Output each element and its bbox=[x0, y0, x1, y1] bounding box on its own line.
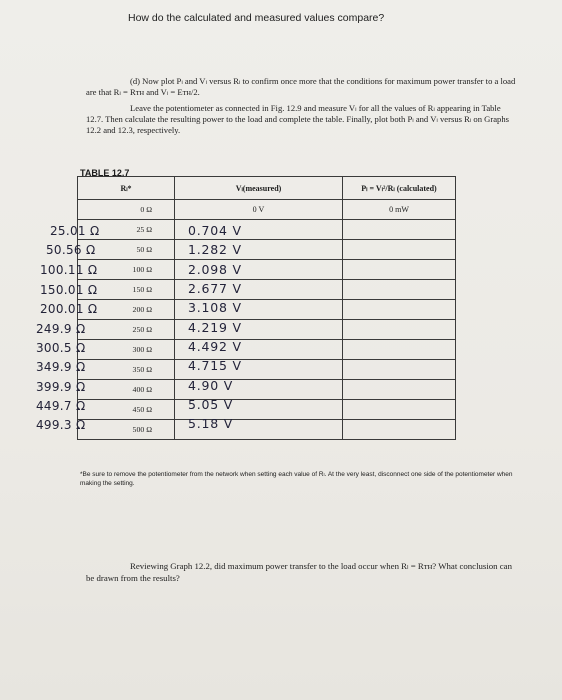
nominal-rl: 400 Ω bbox=[132, 385, 152, 394]
handwritten-resistance: 399.9 Ω bbox=[36, 380, 86, 394]
table-row bbox=[78, 260, 456, 280]
handwritten-voltage: 1.282 V bbox=[188, 242, 242, 257]
nominal-rl: 250 Ω bbox=[132, 325, 152, 334]
table-row bbox=[78, 220, 456, 240]
handwritten-voltage: 2.677 V bbox=[188, 281, 242, 296]
pl-cell bbox=[343, 240, 456, 260]
table-row bbox=[78, 360, 456, 380]
table-row bbox=[78, 300, 456, 320]
pl-cell bbox=[343, 320, 456, 340]
table-row bbox=[78, 200, 456, 220]
nominal-rl: 150 Ω bbox=[132, 285, 152, 294]
handwritten-voltage: 4.90 V bbox=[188, 378, 234, 393]
pl-cell bbox=[343, 360, 456, 380]
paragraph-review: Reviewing Graph 12.2, did maximum power transfer to the load occur when Rₗ = Rᴛʜ? What conclusion can be drawn from the results? bbox=[86, 561, 512, 583]
page-heading: How do the calculated and measured values compare? bbox=[128, 12, 385, 24]
handwritten-voltage: 5.18 V bbox=[188, 416, 234, 431]
handwritten-resistance: 25.01 Ω bbox=[50, 224, 100, 238]
table-row bbox=[78, 320, 456, 340]
nominal-rl: 200 Ω bbox=[132, 305, 152, 314]
pl-cell bbox=[343, 420, 456, 440]
handwritten-resistance: 499.3 Ω bbox=[36, 418, 86, 432]
nominal-rl: 300 Ω bbox=[132, 345, 152, 354]
vl-cell: 0 V bbox=[175, 200, 343, 220]
pl-cell bbox=[343, 260, 456, 280]
nominal-rl: 100 Ω bbox=[132, 265, 152, 274]
pl-cell: 0 mW bbox=[343, 200, 456, 220]
handwritten-voltage: 4.715 V bbox=[188, 358, 242, 373]
handwritten-resistance: 50.56 Ω bbox=[46, 243, 96, 257]
handwritten-voltage: 3.108 V bbox=[188, 300, 242, 315]
nominal-rl: 450 Ω bbox=[132, 405, 152, 414]
nominal-rl: 500 Ω bbox=[132, 425, 152, 434]
table-row bbox=[78, 240, 456, 260]
table-row bbox=[78, 380, 456, 400]
header-pl: Pₗ = Vₗ²/Rₗ (calculated) bbox=[343, 177, 456, 200]
handwritten-resistance: 150.01 Ω bbox=[40, 283, 98, 297]
paragraph-leave: Leave the potentiometer as connected in Fig. 12.9 and measure Vₗ for all the values of Rₗ appearing in Table 12.7. Then calculate the resulting power to the load and complete the table. Finally, plot both Pₗ and Vₗ versus Rₗ on Graphs 12.2 and 12.3, respectively. bbox=[86, 103, 509, 135]
handwritten-resistance: 200.01 Ω bbox=[40, 302, 98, 316]
handwritten-voltage: 2.098 V bbox=[188, 262, 242, 277]
handwritten-voltage: 4.219 V bbox=[188, 320, 242, 335]
handwritten-voltage: 0.704 V bbox=[188, 223, 242, 238]
nominal-rl: 350 Ω bbox=[132, 365, 152, 374]
handwritten-voltage: 5.05 V bbox=[188, 397, 234, 412]
handwritten-resistance: 449.7 Ω bbox=[36, 399, 86, 413]
table-footnote: *Be sure to remove the potentiometer from the network when setting each value of Rₗ. At the very least, disconnect one side of the potentiometer when making the setting. bbox=[80, 471, 513, 487]
handwritten-resistance: 349.9 Ω bbox=[36, 360, 86, 374]
data-table bbox=[77, 176, 456, 440]
header-vl: Vₗ(measured) bbox=[175, 177, 343, 200]
nominal-rl: 0 Ω bbox=[140, 205, 152, 214]
pl-cell bbox=[343, 300, 456, 320]
handwritten-resistance: 249.9 Ω bbox=[36, 322, 86, 336]
table-title: TABLE 12.7 bbox=[80, 168, 130, 178]
pl-cell bbox=[343, 400, 456, 420]
pl-cell bbox=[343, 380, 456, 400]
handwritten-voltage: 4.492 V bbox=[188, 339, 242, 354]
handwritten-resistance: 300.5 Ω bbox=[36, 341, 86, 355]
handwritten-resistance: 100.11 Ω bbox=[40, 263, 98, 277]
table-row bbox=[78, 400, 456, 420]
table-row bbox=[78, 280, 456, 300]
header-rl: Rₗ* bbox=[78, 177, 175, 200]
pl-cell bbox=[343, 340, 456, 360]
table-header-row bbox=[78, 177, 456, 200]
table-row bbox=[78, 420, 456, 440]
nominal-rl: 25 Ω bbox=[136, 225, 152, 234]
pl-cell bbox=[343, 220, 456, 240]
nominal-rl: 50 Ω bbox=[136, 245, 152, 254]
table-row bbox=[78, 340, 456, 360]
pl-cell bbox=[343, 280, 456, 300]
paragraph-d: (d) Now plot Pₗ and Vₗ versus Rₗ to confirm once more that the conditions for maximum power transfer to a load are that Rₗ = Rᴛʜ and Vₗ = Eᴛʜ/2. bbox=[86, 76, 516, 97]
